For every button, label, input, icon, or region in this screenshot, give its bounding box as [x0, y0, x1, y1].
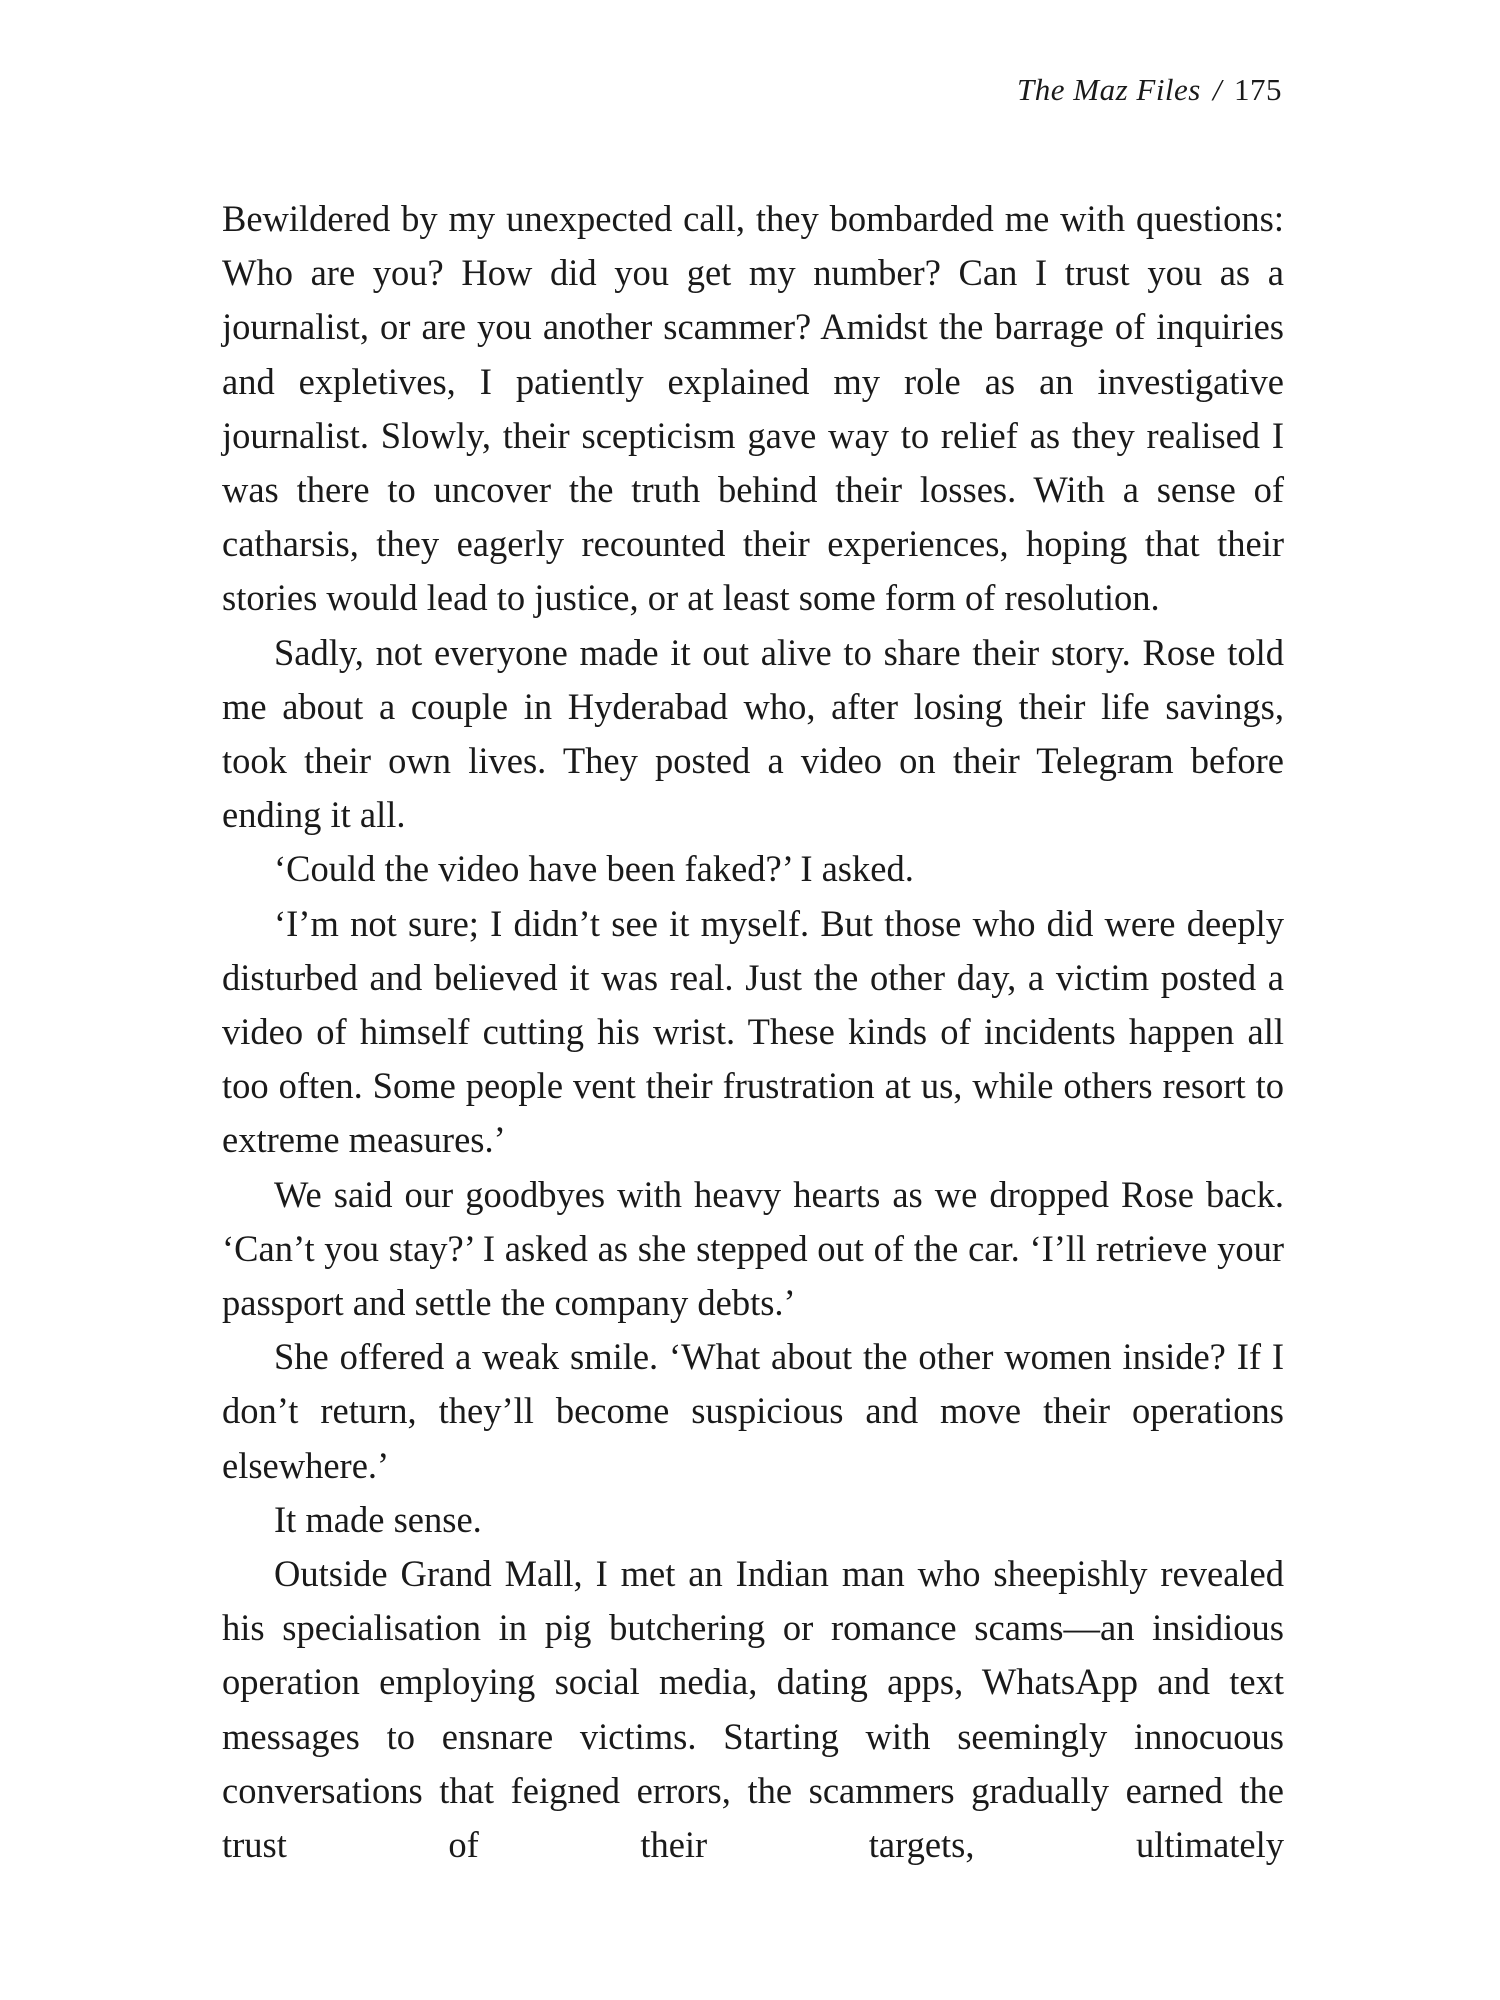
header-separator: / — [1212, 72, 1222, 107]
paragraph-8: Outside Grand Mall, I met an Indian man who sheepishly revealed his specialisation in pig butchering or romance scams—an insidious operation employing social media, dating apps, WhatsApp and text messages to ensnare victims. Starting with seemingly innocuous conversations that feigned errors, the scammers gradually earned the trust of their targets, ultimately — [222, 1553, 1284, 1866]
body-text — [222, 192, 1284, 1872]
paragraph-4: ‘I’m not sure; I didn’t see it myself. But those who did were deeply disturbed and believed it was real. Just the other day, a victim posted a video of himself cutting his wrist. These kinds of incidents happen all too often. Some people vent their frustration at us, while others resort to extreme measures.’ — [222, 902, 1284, 1161]
running-head — [1017, 72, 1282, 108]
paragraph-2: Sadly, not everyone made it out alive to share their story. Rose told me about a couple in Hyderabad who, after losing their life savings, took their own lives. They posted a video on their Telegram before ending it all. — [222, 631, 1284, 836]
book-title: The Maz Files — [1017, 72, 1201, 107]
paragraph-5: We said our goodbyes with heavy hearts as we dropped Rose back. ‘Can’t you stay?’ I asked as she stepped out of the car. ‘I’ll retrieve your passport and settle the company debts.’ — [222, 1173, 1284, 1324]
paragraph-7: It made sense. — [274, 1498, 482, 1540]
page-number: 175 — [1234, 72, 1282, 107]
paragraph-1: Bewildered by my unexpected call, they bombarded me with questions: Who are you? How did you get my number? Can I trust you as a journalist, or are you another scammer? Amidst the barrage of inquiries and expletives, I patiently explained my role as an investigative journalist. Slowly, their scepticism gave way to relief as they realised I was there to uncover the truth behind their losses. With a sense of catharsis, they eagerly recounted their experiences, hoping that their stories would lead to justice, or at least some form of resolution. — [222, 198, 1284, 619]
paragraph-6: She offered a weak smile. ‘What about the other women inside? If I don’t return, they’ll become suspicious and move their operations elsewhere.’ — [222, 1336, 1284, 1486]
paragraph-3: ‘Could the video have been faked?’ I asked. — [274, 848, 914, 890]
